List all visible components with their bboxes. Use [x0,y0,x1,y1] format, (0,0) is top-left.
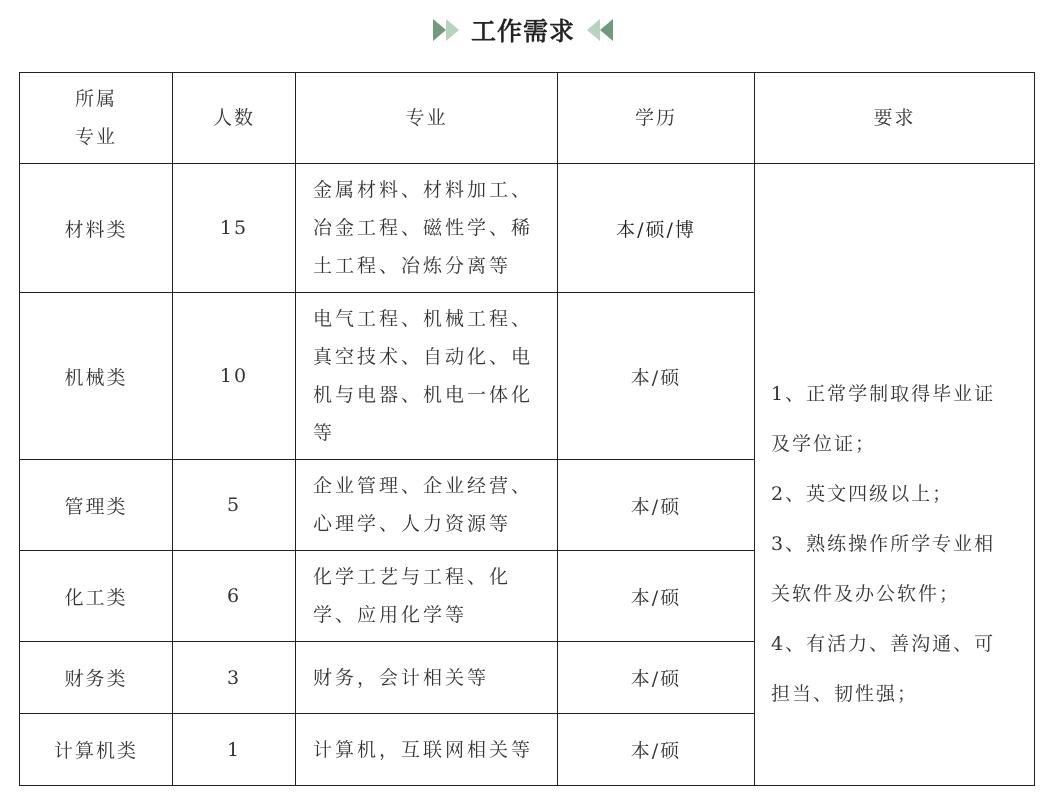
header-count: 人数 [173,73,296,164]
cell-education: 本/硕 [558,551,755,642]
requirements-cell [755,164,1035,786]
header-dept-line2: 专业 [74,126,117,148]
cell-dept: 计算机类 [20,714,173,786]
cell-education: 本/硕 [558,642,755,714]
cell-dept: 财务类 [20,642,173,714]
cell-major: 财务，会计相关等 [296,642,558,714]
cell-dept: 材料类 [20,164,173,293]
requirement-item-3: 3、熟练操作所学专业相关软件及办公软件； [771,532,996,605]
cell-major: 计算机，互联网相关等 [296,714,558,786]
job-requirements-table [19,72,1035,786]
cell-education: 本/硕 [558,293,755,460]
cell-dept: 机械类 [20,293,173,460]
double-chevron-left-icon [583,18,613,42]
cell-education: 本/硕/博 [558,164,755,293]
table-header-row [20,73,1035,164]
cell-dept: 化工类 [20,551,173,642]
header-education: 学历 [558,73,755,164]
cell-count: 3 [173,642,296,714]
cell-major: 化学工艺与工程、化学、应用化学等 [296,551,558,642]
requirement-item-1: 1、正常学制取得毕业证及学位证； [771,382,996,455]
requirement-item-4: 4、有活力、善沟通、可担当、韧性强； [771,632,996,705]
cell-count: 1 [173,714,296,786]
cell-count: 15 [173,164,296,293]
page-title: 工作需求 [470,17,575,46]
cell-major: 金属材料、材料加工、冶金工程、磁性学、稀土工程、冶炼分离等 [296,164,558,293]
header-dept [20,73,173,164]
cell-major: 电气工程、机械工程、真空技术、自动化、电机与电器、机电一体化等 [296,293,558,460]
table-row [20,164,1035,293]
section-title-bar [0,0,1046,60]
header-major: 专业 [296,73,558,164]
cell-count: 6 [173,551,296,642]
header-requirements: 要求 [755,73,1035,164]
cell-major: 企业管理、企业经营、心理学、人力资源等 [296,460,558,551]
cell-count: 10 [173,293,296,460]
double-chevron-right-icon [433,18,463,42]
cell-count: 5 [173,460,296,551]
cell-education: 本/硕 [558,460,755,551]
header-dept-line1: 所属 [74,88,117,110]
cell-education: 本/硕 [558,714,755,786]
requirement-item-2: 2、英文四级以上； [771,482,954,505]
cell-dept: 管理类 [20,460,173,551]
